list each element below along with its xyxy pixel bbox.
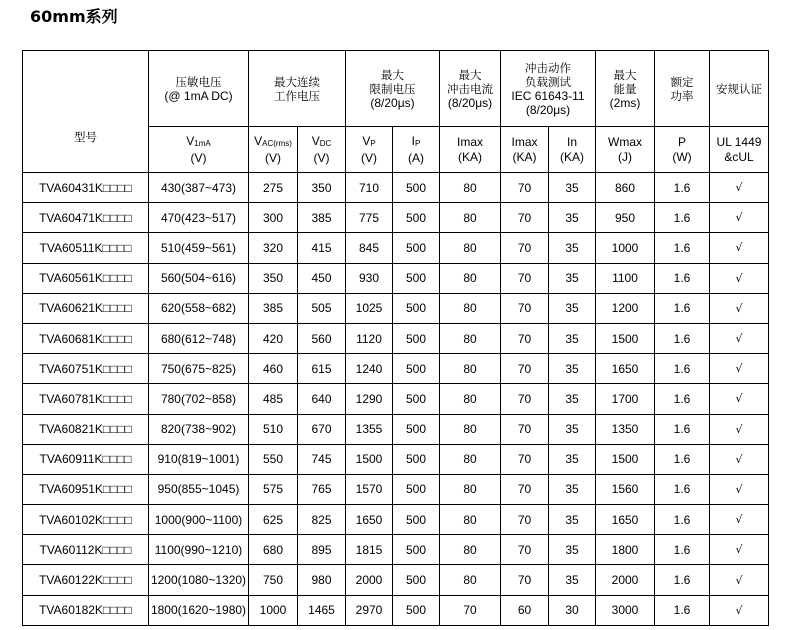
cell-imax: 80 bbox=[440, 384, 501, 414]
cell-ip: 500 bbox=[393, 565, 440, 595]
cell-vac: 575 bbox=[249, 474, 298, 504]
cell-in: 35 bbox=[549, 444, 596, 474]
cell-vac: 625 bbox=[249, 505, 298, 535]
cell-imax: 80 bbox=[440, 203, 501, 233]
header-max-continuous-voltage: 最大连续 工作电压 bbox=[249, 51, 346, 127]
cell-p: 1.6 bbox=[655, 414, 710, 444]
cell-v1ma: 750(675~825) bbox=[149, 354, 249, 384]
cell-vdc: 980 bbox=[298, 565, 346, 595]
cell-in: 35 bbox=[549, 505, 596, 535]
cell-in: 35 bbox=[549, 565, 596, 595]
cell-vp: 1355 bbox=[346, 414, 393, 444]
cell-vac: 485 bbox=[249, 384, 298, 414]
cell-vdc: 505 bbox=[298, 293, 346, 323]
cell-p: 1.6 bbox=[655, 203, 710, 233]
cell-ip: 500 bbox=[393, 474, 440, 504]
cell-p: 1.6 bbox=[655, 565, 710, 595]
subheader-p: P (W) bbox=[655, 127, 710, 173]
cell-vp: 1815 bbox=[346, 535, 393, 565]
cell-ip: 500 bbox=[393, 384, 440, 414]
cell-imax: 80 bbox=[440, 233, 501, 263]
cell-imax-test: 70 bbox=[501, 565, 549, 595]
cell-in: 35 bbox=[549, 233, 596, 263]
cell-ul-check: √ bbox=[710, 173, 769, 203]
cell-model: TVA60471K□□□□ bbox=[23, 203, 149, 233]
page-title: 60mm系列 bbox=[30, 7, 118, 26]
subheader-ip: $I_P$ (A) bbox=[393, 127, 440, 173]
cell-vdc: 895 bbox=[298, 535, 346, 565]
cell-vdc: 615 bbox=[298, 354, 346, 384]
cell-vp: 1650 bbox=[346, 505, 393, 535]
cell-imax: 80 bbox=[440, 293, 501, 323]
table-row bbox=[23, 354, 769, 384]
table-row bbox=[23, 535, 769, 565]
cell-vdc: 765 bbox=[298, 474, 346, 504]
header-model: 型号 bbox=[23, 51, 149, 173]
cell-vac: 550 bbox=[249, 444, 298, 474]
cell-ul-check: √ bbox=[710, 384, 769, 414]
cell-vac: 680 bbox=[249, 535, 298, 565]
cell-imax-test: 70 bbox=[501, 173, 549, 203]
cell-v1ma: 510(459~561) bbox=[149, 233, 249, 263]
cell-vp: 1290 bbox=[346, 384, 393, 414]
cell-vdc: 825 bbox=[298, 505, 346, 535]
cell-vp: 2000 bbox=[346, 565, 393, 595]
table-row bbox=[23, 444, 769, 474]
table-row bbox=[23, 565, 769, 595]
subheader-v1ma: $V_{1mA}$ (V) bbox=[149, 127, 249, 173]
cell-p: 1.6 bbox=[655, 293, 710, 323]
cell-vp: 930 bbox=[346, 263, 393, 293]
cell-wmax: 1700 bbox=[596, 384, 655, 414]
cell-ul-check: √ bbox=[710, 293, 769, 323]
table-row bbox=[23, 203, 769, 233]
subheader-vac: $V_{AC(rms)}$ (V) bbox=[249, 127, 298, 173]
cell-ul-check: √ bbox=[710, 595, 769, 625]
cell-ip: 500 bbox=[393, 444, 440, 474]
cell-imax: 70 bbox=[440, 595, 501, 625]
cell-imax-test: 70 bbox=[501, 444, 549, 474]
cell-p: 1.6 bbox=[655, 444, 710, 474]
cell-v1ma: 1800(1620~1980) bbox=[149, 595, 249, 625]
cell-imax-test: 70 bbox=[501, 233, 549, 263]
cell-vdc: 450 bbox=[298, 263, 346, 293]
cell-ip: 500 bbox=[393, 535, 440, 565]
cell-ip: 500 bbox=[393, 293, 440, 323]
cell-imax: 80 bbox=[440, 535, 501, 565]
cell-ip: 500 bbox=[393, 263, 440, 293]
cell-wmax: 1650 bbox=[596, 354, 655, 384]
cell-model: TVA60561K□□□□ bbox=[23, 263, 149, 293]
cell-wmax: 1500 bbox=[596, 444, 655, 474]
cell-wmax: 2000 bbox=[596, 565, 655, 595]
cell-p: 1.6 bbox=[655, 233, 710, 263]
cell-wmax: 1650 bbox=[596, 505, 655, 535]
header-max-surge-current: 最大 冲击电流 (8/20μs) bbox=[440, 51, 501, 127]
cell-vp: 1240 bbox=[346, 354, 393, 384]
cell-vdc: 670 bbox=[298, 414, 346, 444]
cell-model: TVA60511K□□□□ bbox=[23, 233, 149, 263]
cell-vac: 350 bbox=[249, 263, 298, 293]
cell-in: 35 bbox=[549, 323, 596, 353]
cell-v1ma: 620(558~682) bbox=[149, 293, 249, 323]
cell-vp: 2970 bbox=[346, 595, 393, 625]
cell-v1ma: 910(819~1001) bbox=[149, 444, 249, 474]
table-row bbox=[23, 293, 769, 323]
cell-vac: 460 bbox=[249, 354, 298, 384]
cell-model: TVA60112K□□□□ bbox=[23, 535, 149, 565]
cell-ul-check: √ bbox=[710, 233, 769, 263]
cell-in: 35 bbox=[549, 354, 596, 384]
cell-imax: 80 bbox=[440, 414, 501, 444]
cell-imax: 80 bbox=[440, 354, 501, 384]
table-row bbox=[23, 323, 769, 353]
cell-wmax: 1200 bbox=[596, 293, 655, 323]
cell-vac: 420 bbox=[249, 323, 298, 353]
cell-vac: 385 bbox=[249, 293, 298, 323]
cell-model: TVA60431K□□□□ bbox=[23, 173, 149, 203]
cell-ip: 500 bbox=[393, 414, 440, 444]
cell-in: 35 bbox=[549, 414, 596, 444]
cell-ip: 500 bbox=[393, 173, 440, 203]
cell-p: 1.6 bbox=[655, 595, 710, 625]
cell-in: 35 bbox=[549, 474, 596, 504]
header-max-clamping-voltage: 最大 限制电压 (8/20μs) bbox=[346, 51, 440, 127]
cell-imax: 80 bbox=[440, 474, 501, 504]
table-row bbox=[23, 414, 769, 444]
cell-model: TVA60122K□□□□ bbox=[23, 565, 149, 595]
cell-in: 35 bbox=[549, 203, 596, 233]
cell-model: TVA60621K□□□□ bbox=[23, 293, 149, 323]
subheader-imax: Imax (KA) bbox=[440, 127, 501, 173]
cell-model: TVA60681K□□□□ bbox=[23, 323, 149, 353]
cell-p: 1.6 bbox=[655, 505, 710, 535]
cell-v1ma: 1200(1080~1320) bbox=[149, 565, 249, 595]
subheader-in: In (KA) bbox=[549, 127, 596, 173]
cell-vac: 275 bbox=[249, 173, 298, 203]
cell-wmax: 1500 bbox=[596, 323, 655, 353]
cell-wmax: 1800 bbox=[596, 535, 655, 565]
cell-imax-test: 70 bbox=[501, 203, 549, 233]
cell-wmax: 950 bbox=[596, 203, 655, 233]
cell-vdc: 1465 bbox=[298, 595, 346, 625]
cell-imax-test: 70 bbox=[501, 354, 549, 384]
cell-v1ma: 470(423~517) bbox=[149, 203, 249, 233]
cell-in: 35 bbox=[549, 535, 596, 565]
cell-p: 1.6 bbox=[655, 474, 710, 504]
cell-in: 30 bbox=[549, 595, 596, 625]
cell-vp: 1120 bbox=[346, 323, 393, 353]
cell-imax-test: 70 bbox=[501, 263, 549, 293]
cell-imax: 80 bbox=[440, 173, 501, 203]
cell-imax: 80 bbox=[440, 565, 501, 595]
cell-p: 1.6 bbox=[655, 173, 710, 203]
subheader-imax-test: Imax (KA) bbox=[501, 127, 549, 173]
cell-p: 1.6 bbox=[655, 323, 710, 353]
cell-ip: 500 bbox=[393, 323, 440, 353]
header-impulse-test: 冲击动作 负载测试 IEC 61643-11 (8/20μs) bbox=[501, 51, 596, 127]
cell-in: 35 bbox=[549, 173, 596, 203]
cell-vp: 845 bbox=[346, 233, 393, 263]
cell-wmax: 1000 bbox=[596, 233, 655, 263]
cell-in: 35 bbox=[549, 293, 596, 323]
subheader-vdc: $V_{DC}$ (V) bbox=[298, 127, 346, 173]
cell-vp: 1570 bbox=[346, 474, 393, 504]
cell-ul-check: √ bbox=[710, 203, 769, 233]
cell-vdc: 385 bbox=[298, 203, 346, 233]
table-row bbox=[23, 233, 769, 263]
header-row-main bbox=[23, 51, 769, 127]
table-row bbox=[23, 474, 769, 504]
cell-model: TVA60751K□□□□ bbox=[23, 354, 149, 384]
cell-imax-test: 70 bbox=[501, 293, 549, 323]
cell-v1ma: 820(738~902) bbox=[149, 414, 249, 444]
cell-ul-check: √ bbox=[710, 323, 769, 353]
cell-ip: 500 bbox=[393, 203, 440, 233]
cell-vac: 510 bbox=[249, 414, 298, 444]
cell-vdc: 560 bbox=[298, 323, 346, 353]
cell-imax: 80 bbox=[440, 444, 501, 474]
cell-wmax: 1560 bbox=[596, 474, 655, 504]
cell-imax-test: 60 bbox=[501, 595, 549, 625]
cell-ul-check: √ bbox=[710, 354, 769, 384]
cell-v1ma: 1100(990~1210) bbox=[149, 535, 249, 565]
cell-p: 1.6 bbox=[655, 535, 710, 565]
cell-wmax: 3000 bbox=[596, 595, 655, 625]
cell-p: 1.6 bbox=[655, 354, 710, 384]
cell-imax: 80 bbox=[440, 263, 501, 293]
cell-imax-test: 70 bbox=[501, 505, 549, 535]
cell-imax-test: 70 bbox=[501, 384, 549, 414]
spec-table bbox=[22, 50, 769, 626]
cell-model: TVA60821K□□□□ bbox=[23, 414, 149, 444]
header-rated-power: 额定 功率 bbox=[655, 51, 710, 127]
cell-ip: 500 bbox=[393, 505, 440, 535]
cell-model: TVA60182K□□□□ bbox=[23, 595, 149, 625]
cell-v1ma: 950(855~1045) bbox=[149, 474, 249, 504]
cell-ip: 500 bbox=[393, 233, 440, 263]
cell-ip: 500 bbox=[393, 354, 440, 384]
table-row bbox=[23, 505, 769, 535]
header-max-energy: 最大 能量 (2ms) bbox=[596, 51, 655, 127]
cell-v1ma: 430(387~473) bbox=[149, 173, 249, 203]
cell-imax-test: 70 bbox=[501, 474, 549, 504]
cell-wmax: 1100 bbox=[596, 263, 655, 293]
header-safety-cert: 安规认证 bbox=[710, 51, 769, 127]
cell-imax: 80 bbox=[440, 323, 501, 353]
cell-vac: 1000 bbox=[249, 595, 298, 625]
cell-p: 1.6 bbox=[655, 263, 710, 293]
cell-model: TVA60102K□□□□ bbox=[23, 505, 149, 535]
cell-v1ma: 560(504~616) bbox=[149, 263, 249, 293]
table-row bbox=[23, 595, 769, 625]
cell-vdc: 415 bbox=[298, 233, 346, 263]
spec-table-body bbox=[23, 173, 769, 626]
cell-in: 35 bbox=[549, 263, 596, 293]
cell-ul-check: √ bbox=[710, 474, 769, 504]
cell-p: 1.6 bbox=[655, 384, 710, 414]
cell-vac: 750 bbox=[249, 565, 298, 595]
cell-imax: 80 bbox=[440, 505, 501, 535]
cell-vp: 1025 bbox=[346, 293, 393, 323]
cell-ul-check: √ bbox=[710, 414, 769, 444]
table-row bbox=[23, 173, 769, 203]
table-row bbox=[23, 384, 769, 414]
cell-model: TVA60951K□□□□ bbox=[23, 474, 149, 504]
subheader-wmax: Wmax (J) bbox=[596, 127, 655, 173]
cell-ip: 500 bbox=[393, 595, 440, 625]
cell-model: TVA60911K□□□□ bbox=[23, 444, 149, 474]
header-varistor-voltage: 压敏电压 (@ 1mA DC) bbox=[149, 51, 249, 127]
cell-vdc: 640 bbox=[298, 384, 346, 414]
cell-wmax: 860 bbox=[596, 173, 655, 203]
cell-vac: 300 bbox=[249, 203, 298, 233]
table-row bbox=[23, 263, 769, 293]
subheader-vp: $V_P$ (V) bbox=[346, 127, 393, 173]
cell-imax-test: 70 bbox=[501, 535, 549, 565]
cell-imax-test: 70 bbox=[501, 414, 549, 444]
cell-ul-check: √ bbox=[710, 444, 769, 474]
cell-ul-check: √ bbox=[710, 505, 769, 535]
cell-v1ma: 680(612~748) bbox=[149, 323, 249, 353]
cell-in: 35 bbox=[549, 384, 596, 414]
cell-vp: 710 bbox=[346, 173, 393, 203]
cell-vp: 775 bbox=[346, 203, 393, 233]
cell-wmax: 1350 bbox=[596, 414, 655, 444]
cell-ul-check: √ bbox=[710, 565, 769, 595]
subheader-ul: UL 1449 &cUL bbox=[710, 127, 769, 173]
cell-ul-check: √ bbox=[710, 535, 769, 565]
cell-v1ma: 1000(900~1100) bbox=[149, 505, 249, 535]
cell-vp: 1500 bbox=[346, 444, 393, 474]
cell-imax-test: 70 bbox=[501, 323, 549, 353]
cell-ul-check: √ bbox=[710, 263, 769, 293]
cell-vdc: 350 bbox=[298, 173, 346, 203]
cell-v1ma: 780(702~858) bbox=[149, 384, 249, 414]
cell-vdc: 745 bbox=[298, 444, 346, 474]
cell-vac: 320 bbox=[249, 233, 298, 263]
cell-model: TVA60781K□□□□ bbox=[23, 384, 149, 414]
